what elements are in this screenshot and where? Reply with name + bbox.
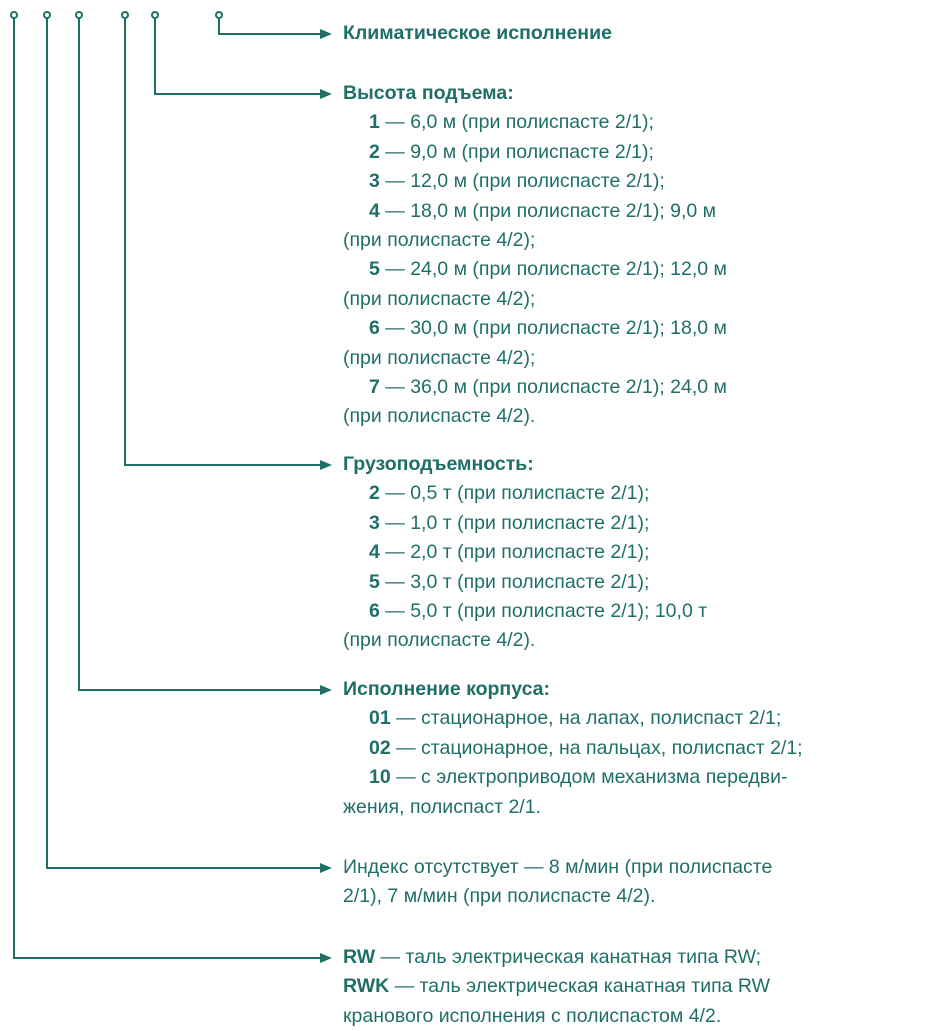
type-rw bbox=[343, 943, 770, 972]
body-item bbox=[343, 763, 803, 792]
capacity-desc: — 5,0 т (при полиспасте 2/1); 10,0 т bbox=[379, 600, 708, 623]
type-section bbox=[343, 943, 770, 1031]
connector-type bbox=[14, 18, 322, 958]
height-code: 3 bbox=[369, 170, 380, 193]
capacity-code: 6 bbox=[369, 600, 380, 623]
arrowhead-speed bbox=[320, 863, 332, 873]
height-code: 4 bbox=[369, 199, 380, 222]
connector-dot-capacity bbox=[122, 12, 128, 18]
height-code: 6 bbox=[369, 317, 380, 340]
height-code: 2 bbox=[369, 140, 380, 163]
height-desc: — 24,0 м (при полиспасте 2/1); 12,0 м bbox=[379, 258, 727, 281]
connector-dot-speed bbox=[44, 12, 50, 18]
climate-heading: Климатическое исполнение bbox=[343, 22, 612, 44]
height-item-cont: (при полиспасте 4/2); bbox=[343, 346, 536, 369]
height-desc: — 6,0 м (при полиспасте 2/1); bbox=[379, 111, 654, 134]
capacity-desc: — 3,0 т (при полиспасте 2/1); bbox=[379, 570, 650, 593]
height-item bbox=[343, 108, 727, 137]
body-item bbox=[343, 734, 803, 763]
height-desc: — 30,0 м (при полиспасте 2/1); 18,0 м bbox=[379, 317, 727, 340]
connector-dot-type bbox=[11, 12, 17, 18]
capacity-item bbox=[343, 509, 707, 538]
connector-dot-body bbox=[76, 12, 82, 18]
type-rw-code: RW bbox=[343, 946, 376, 968]
connector-height bbox=[155, 18, 322, 94]
arrowhead-body bbox=[320, 685, 332, 695]
capacity-section bbox=[343, 450, 707, 656]
connector-body bbox=[79, 18, 322, 690]
connector-dot-climate bbox=[216, 12, 222, 18]
type-rwk-desc: — таль электрическая канатная типа RW bbox=[389, 975, 771, 998]
connector-dot-height bbox=[152, 12, 158, 18]
body-desc: — стационарное, на пальцах, полиспаст 2/1; bbox=[390, 736, 803, 759]
height-item bbox=[343, 197, 727, 226]
capacity-code: 3 bbox=[369, 511, 380, 534]
height-desc: — 12,0 м (при полиспасте 2/1); bbox=[379, 170, 665, 193]
height-code: 5 bbox=[369, 258, 380, 281]
height-item bbox=[343, 255, 727, 284]
height-desc: — 18,0 м (при полиспасте 2/1); 9,0 м bbox=[379, 199, 717, 222]
capacity-item bbox=[343, 479, 707, 508]
capacity-heading: Грузоподъемность: bbox=[343, 453, 534, 475]
height-item-cont: (при полиспасте 4/2). bbox=[343, 405, 536, 428]
capacity-code: 5 bbox=[369, 570, 380, 593]
body-item bbox=[343, 704, 803, 733]
height-desc: — 9,0 м (при полиспасте 2/1); bbox=[379, 140, 654, 163]
height-item-cont: (при полиспасте 4/2); bbox=[343, 287, 536, 310]
climate-section bbox=[343, 19, 612, 48]
capacity-desc: — 2,0 т (при полиспасте 2/1); bbox=[379, 541, 650, 564]
type-rwk-cont: кранового исполнения с полиспастом 4/2. bbox=[343, 1004, 722, 1027]
arrowhead-type bbox=[320, 953, 332, 963]
height-code: 7 bbox=[369, 376, 380, 399]
capacity-item bbox=[343, 597, 707, 626]
speed-section bbox=[343, 853, 772, 912]
capacity-code: 4 bbox=[369, 541, 380, 564]
capacity-code: 2 bbox=[369, 482, 380, 505]
body-desc: — стационарное, на лапах, полиспаст 2/1; bbox=[390, 707, 782, 730]
body-code: 02 bbox=[369, 736, 391, 759]
capacity-desc: — 0,5 т (при полиспасте 2/1); bbox=[379, 482, 650, 505]
height-item bbox=[343, 167, 727, 196]
speed-line-2: 2/1), 7 м/мин (при полиспасте 4/2). bbox=[343, 885, 656, 908]
arrowhead-climate bbox=[320, 29, 332, 39]
capacity-item bbox=[343, 568, 707, 597]
type-rwk bbox=[343, 972, 770, 1001]
body-item-cont: жения, полиспаст 2/1. bbox=[343, 795, 541, 818]
speed-line-1: Индекс отсутствует — 8 м/мин (при полиспасте bbox=[343, 856, 773, 878]
arrowhead-capacity bbox=[320, 460, 332, 470]
height-item bbox=[343, 138, 727, 167]
body-desc: — с электроприводом механизма передви- bbox=[390, 766, 788, 789]
height-section bbox=[343, 79, 727, 432]
height-item bbox=[343, 373, 727, 402]
height-code: 1 bbox=[369, 111, 380, 134]
capacity-item-cont: (при полиспасте 4/2). bbox=[343, 629, 536, 652]
connector-climate bbox=[219, 18, 322, 34]
arrowhead-height bbox=[320, 89, 332, 99]
height-heading: Высота подъема: bbox=[343, 82, 514, 104]
body-heading: Исполнение корпуса: bbox=[343, 678, 550, 700]
body-section bbox=[343, 675, 803, 822]
capacity-item bbox=[343, 538, 707, 567]
height-item bbox=[343, 314, 727, 343]
body-code: 10 bbox=[369, 766, 391, 789]
body-code: 01 bbox=[369, 707, 391, 730]
capacity-desc: — 1,0 т (при полиспасте 2/1); bbox=[379, 511, 650, 534]
connector-speed bbox=[47, 18, 322, 868]
type-rw-desc: — таль электрическая канатная типа RW; bbox=[375, 946, 762, 968]
height-desc: — 36,0 м (при полиспасте 2/1); 24,0 м bbox=[379, 376, 727, 399]
height-item-cont: (при полиспасте 4/2); bbox=[343, 229, 536, 252]
type-rwk-code: RWK bbox=[343, 975, 390, 998]
